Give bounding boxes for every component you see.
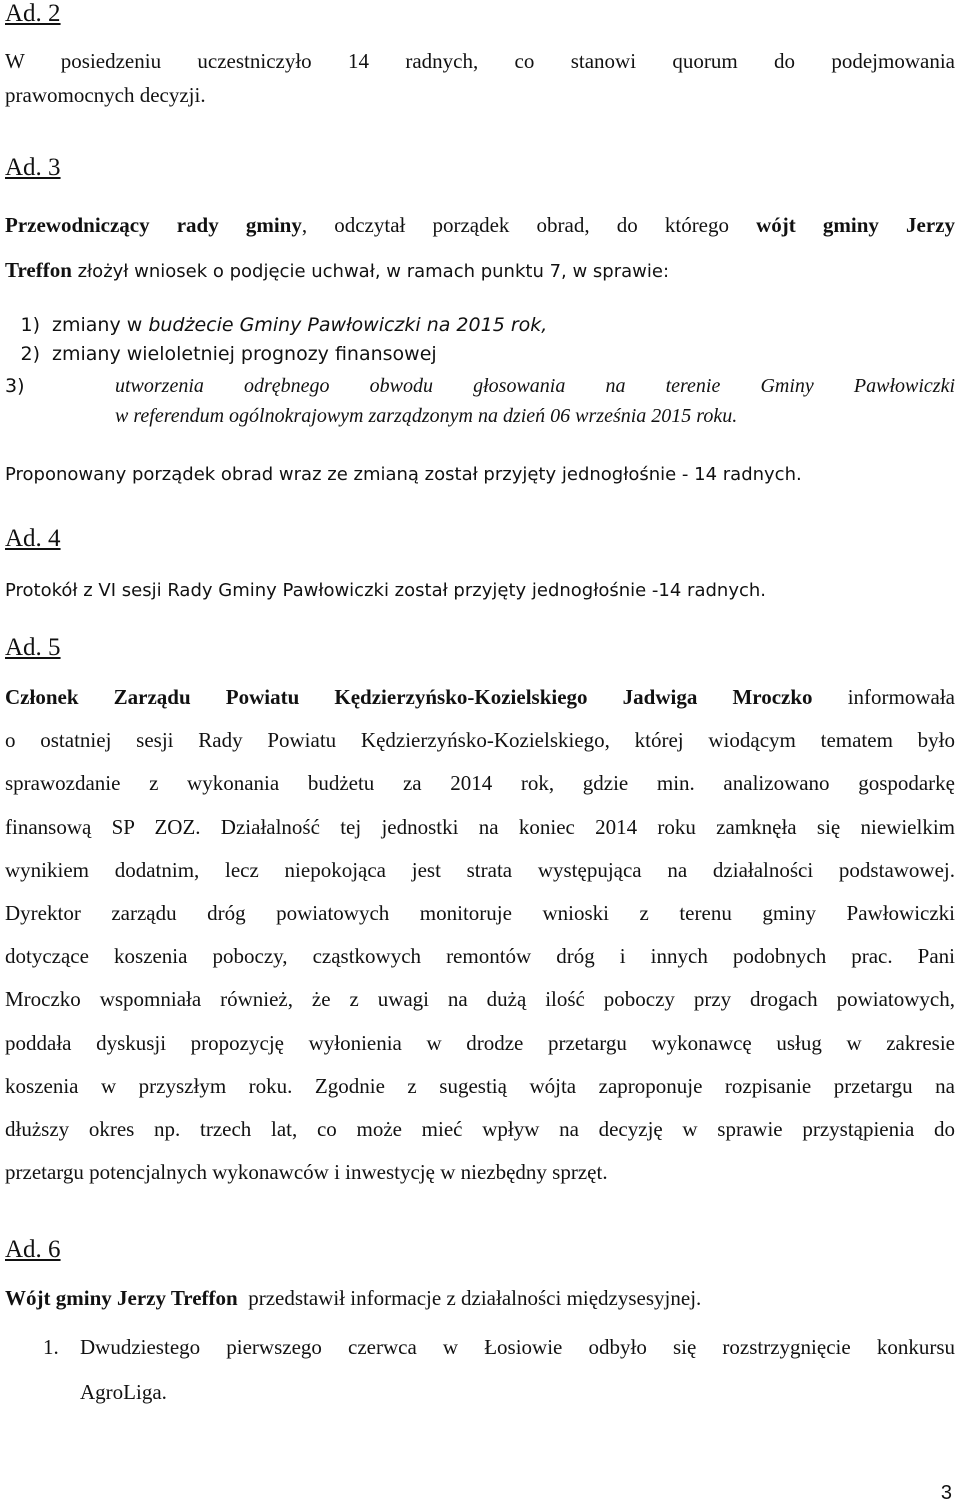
ad6-intro	[5, 1283, 955, 1313]
ad3-mayor-surname: Treffon	[5, 258, 72, 282]
ad6-intro-text: przedstawił informacje z działalności międzysesyjnej.	[237, 1286, 702, 1310]
ad5-line: poddała dyskusji propozycję wyłonienia w drodze przetargu wykonawcę usług w zakresie	[5, 1030, 955, 1055]
ad5-line: wynikiem dodatnim, lecz niepokojąca jest strata występująca na działalności podstawowej.	[5, 857, 955, 882]
ad5-speaker: Członek Zarządu Powiatu Kędzierzyńsko-Kozielskiego Jadwiga Mroczko	[5, 685, 813, 709]
ad5-line-1-text: informowała	[812, 685, 955, 709]
ad5-line: Dyrektor zarządu dróg powiatowych monitoruje wnioski z terenu gminy Pawłowiczki	[5, 901, 955, 926]
ad6-item-1-line-1: Dwudziestego pierwszego czerwca w Łosiowie odbyło się rozstrzygnięcie konkursu	[80, 1335, 955, 1359]
list-item-number: 1)	[20, 314, 40, 336]
list-item-number: 1.	[43, 1335, 59, 1359]
ad3-conclusion: Proponowany porządek obrad wraz ze zmianą został przyjęty jednogłośnie - 14 radnych.	[5, 464, 802, 485]
ad5-heading: Ad. 5	[5, 634, 61, 661]
list-item-number: 3)	[5, 375, 25, 397]
ad5-line: dłuższy okres np. trzech lat, co może mieć wpływ na decyzję w sprawie przystąpienia do	[5, 1117, 955, 1142]
ad3-item-3	[5, 371, 955, 431]
ad6-speaker: Wójt gminy Jerzy Treffon	[5, 1286, 238, 1310]
list-item	[5, 340, 955, 369]
ad3-agenda-list	[5, 311, 955, 369]
ad3-intro-text-1: , odczytał porządek obrad, do którego	[301, 213, 757, 237]
ad4-text: Protokół z VI sesji Rady Gminy Pawłowiczki został przyjęty jednogłośnie -14 radnych.	[5, 580, 766, 601]
ad3-mayor-name: wójt gminy Jerzy	[756, 213, 955, 237]
ad3-item-3-line-2: w referendum ogólnokrajowym zarządzonym na dzień 06 września 2015 roku.	[115, 405, 738, 427]
ad5-paragraph	[5, 676, 955, 1194]
ad2-line-1: W posiedzeniu uczestniczyło 14 radnych, co stanowi quorum do podejmowania	[5, 49, 955, 73]
ad6-heading: Ad. 6	[5, 1236, 61, 1263]
ad5-line: o ostatniej sesji Rady Powiatu Kędzierzyńsko-Kozielskiego, której wiodącym tematem było	[5, 728, 955, 753]
list-item	[5, 311, 955, 340]
ad2-paragraph	[5, 44, 955, 112]
page-number: 3	[940, 1482, 952, 1504]
list-item-italic: budżecie Gminy Pawłowiczki na 2015 rok,	[148, 314, 548, 336]
ad5-line: Mroczko wspomniała również, że z uwagi na dużą ilość poboczy przy drogach powiatowych,	[5, 987, 955, 1012]
ad5-line: koszenia w przyszłym roku. Zgodnie z sugestią wójta zaproponuje rozpisanie przetargu na	[5, 1073, 955, 1098]
ad3-intro	[5, 203, 955, 294]
ad3-intro-line-1	[5, 203, 955, 248]
ad6-list	[5, 1325, 955, 1415]
ad5-line: sprawozdanie z wykonania budżetu za 2014 rok, gdzie min. analizowano gospodarkę	[5, 771, 955, 796]
list-item-text: zmiany wieloletniej prognozy finansowej	[52, 343, 437, 365]
ad3-heading: Ad. 3	[5, 154, 61, 181]
ad3-chair-name: Przewodniczący rady gminy	[5, 213, 302, 237]
ad5-line: dotyczące koszenia poboczy, cząstkowych remontów dróg i innych podobnych prac. Pani	[5, 944, 955, 969]
ad4-heading: Ad. 4	[5, 525, 61, 552]
list-item-number: 2)	[20, 343, 40, 365]
ad5-line: przetargu potencjalnych wykonawców i inwestycję w niezbędny sprzęt.	[5, 1160, 608, 1185]
list-item-text: zmiany w	[52, 314, 149, 336]
ad6-item-1-line-2: AgroLiga.	[80, 1380, 167, 1404]
ad2-heading: Ad. 2	[5, 0, 61, 27]
ad5-line-1	[5, 676, 955, 719]
ad5-line: finansową SP ZOZ. Działalność tej jednostki na koniec 2014 roku zamknęła się niewielkim	[5, 814, 955, 839]
ad2-line-2: prawomocnych decyzji.	[5, 83, 206, 107]
ad3-intro-text-2: złożył wniosek o podjęcie uchwał, w ramach punktu 7, w sprawie:	[71, 261, 670, 282]
ad3-item-3-line-1: utworzenia odrębnego obwodu głosowania na terenie Gminy Pawłowiczki	[115, 375, 955, 397]
ad3-intro-line-2	[5, 248, 955, 294]
